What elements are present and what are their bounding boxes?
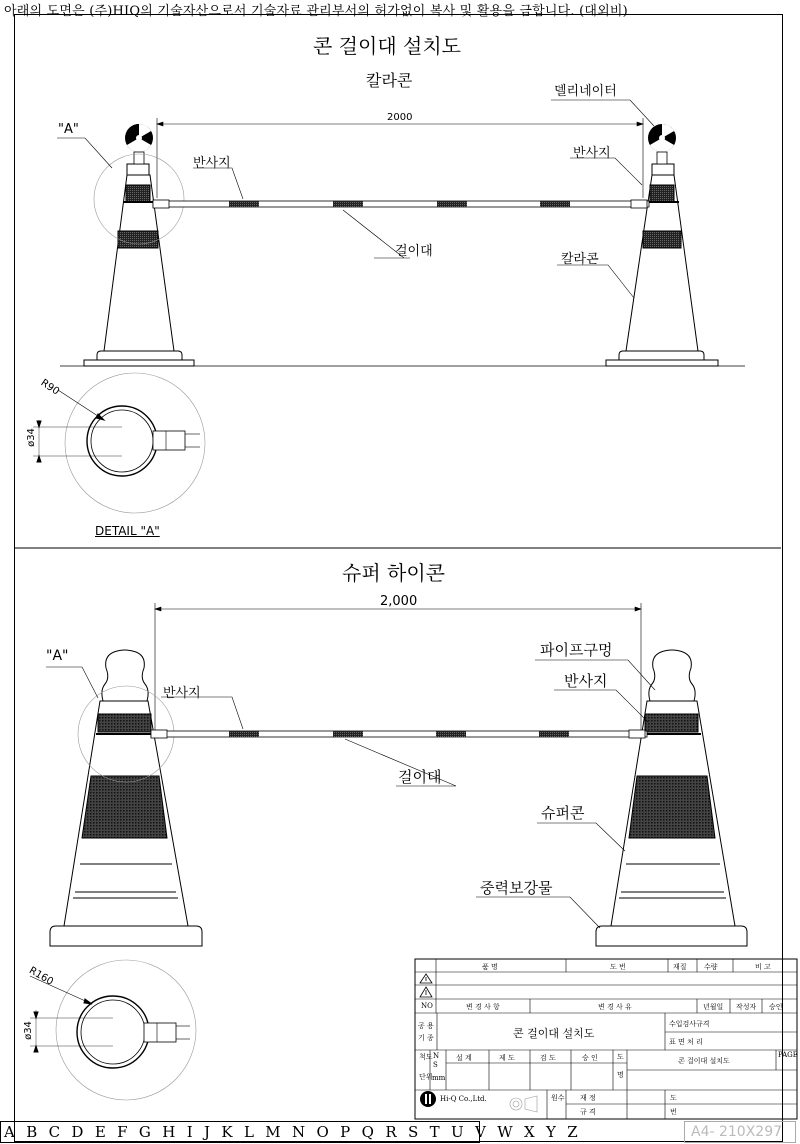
color-cone-left	[84, 164, 194, 366]
tb-no: NO	[421, 1002, 433, 1010]
detail-ref-label-1: "A"	[58, 122, 79, 137]
tb-original: 원수	[551, 1094, 565, 1102]
detail-caption: DETAIL "A"	[95, 524, 160, 538]
tb-remarks: 비 고	[755, 963, 771, 971]
tb-drawing-no-label-1: 도	[670, 1094, 677, 1102]
tb-surface-treatment: 표 면 처 리	[669, 1038, 703, 1046]
reflector-right-label-1: 반사지	[573, 146, 611, 161]
tb-date: 년월일	[703, 1003, 724, 1011]
tb-drawing-no-label-2: 번	[670, 1108, 677, 1116]
radius-label-2: R160	[26, 965, 56, 988]
delineator-label: 델리네이터	[554, 84, 617, 99]
tb-author: 작성자	[736, 1003, 757, 1011]
detail-ref-label-2: "A"	[46, 648, 69, 664]
tb-drawing-name-small: 콘 걸이대 설치도	[678, 1057, 730, 1065]
tb-scale-label: 척도	[419, 1053, 433, 1061]
section1-subtitle: 칼라콘	[366, 71, 413, 90]
tb-ns: N S	[433, 1052, 440, 1069]
tb-unit: mm	[432, 1074, 446, 1082]
projection-symbol-icon	[510, 1096, 537, 1112]
hanging-bar-1	[153, 200, 649, 208]
reflector-left-label-1: 반사지	[193, 156, 231, 171]
bar-label-2: 걸이대	[398, 768, 442, 786]
reflector-right-label-2: 반사지	[564, 672, 608, 690]
tb-unit-label: 단위	[419, 1073, 433, 1081]
super-cone-label: 슈퍼콘	[541, 804, 585, 822]
tb-change-reason: 변 경 사 유	[598, 1003, 632, 1011]
dimension-label-1: 2000	[387, 112, 413, 123]
diameter-label-2: ø34	[22, 1021, 34, 1040]
radius-label-1: R90	[38, 377, 62, 398]
tb-standard: 규 격	[580, 1108, 596, 1116]
tb-revision: 재 정	[580, 1094, 596, 1102]
grid-reference-letters: A B C D E F G H I J K L M N O P Q R S T U V W X Y Z	[0, 1121, 480, 1143]
dimension-2000-super	[155, 603, 641, 735]
color-cone-right	[606, 164, 718, 366]
confidential-notice: 아래의 도면은 (주)HIQ의 기술자산으로서 기술자료 관리부서의 허가없이 복사 및 활용을 금합니다. (대외비)	[4, 4, 628, 19]
section1-title: 콘 걸이대 설치도	[313, 34, 461, 58]
tb-design: 설 계	[456, 1054, 472, 1062]
bar-label-1: 걸이대	[395, 244, 433, 259]
diameter-label-1: ø34	[25, 428, 37, 447]
company-logo-icon	[420, 1091, 436, 1107]
tb-approval: 승인	[769, 1003, 783, 1011]
detail-a-2	[30, 960, 196, 1100]
tb-inspection-spec: 수입검사규격	[669, 1020, 710, 1028]
tb-quantity: 수량	[704, 963, 718, 971]
tb-check: 검 도	[540, 1054, 556, 1062]
tb-material: 재질	[673, 963, 687, 971]
tb-drafting: 제 도	[499, 1054, 515, 1062]
tb-company-label: 공 용 기 종	[418, 1022, 434, 1042]
reflector-left-label-2: 반사지	[163, 686, 201, 701]
tb-approve: 승 인	[582, 1054, 598, 1062]
tb-company-name: Hi-Q Co.,Ltd.	[440, 1095, 487, 1103]
tb-drawing-no: 도 번	[610, 963, 626, 971]
detail-a-1	[33, 373, 205, 513]
paper-size-label: A4- 210X297	[684, 1121, 796, 1143]
pipe-hole-label: 파이프구멍	[540, 641, 613, 659]
tb-change-items: 변 경 사 항	[466, 1003, 500, 1011]
hanging-bar-2	[151, 730, 647, 738]
tb-name-label: 도 명	[617, 1053, 624, 1079]
delineator-left	[125, 124, 153, 164]
section2-title: 슈퍼 하이콘	[342, 561, 445, 585]
tb-item-name: 품 명	[482, 963, 498, 971]
weight-label: 중력보강물	[480, 879, 553, 897]
color-cone-label: 칼라콘	[561, 252, 599, 267]
tb-page-label: PAGE	[778, 1051, 798, 1059]
super-cone-right	[596, 650, 747, 946]
delineator-right	[648, 124, 676, 164]
revision-triangle-icon	[420, 974, 432, 997]
tb-drawing-title: 콘 걸이대 설치도	[513, 1027, 595, 1040]
dimension-label-2: 2,000	[380, 594, 418, 609]
